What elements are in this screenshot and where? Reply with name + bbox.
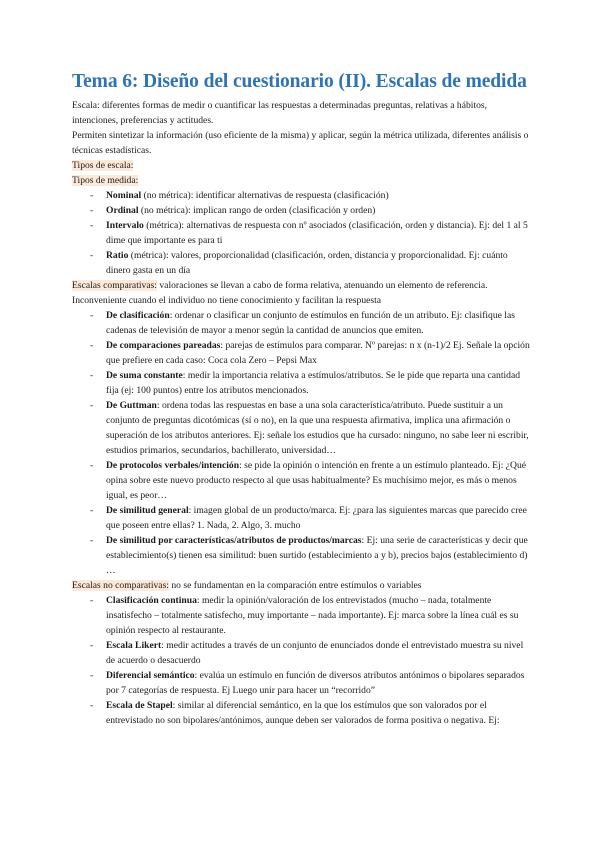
term: Nominal xyxy=(106,190,142,201)
description: : evalúa un estímulo en función de diversos atributos antónimos o bipolares separados por 7 categorías de respuesta. Ej Luego unir para hacer un “recorrido” xyxy=(106,670,525,696)
list-item xyxy=(72,458,532,503)
list-item xyxy=(72,368,532,398)
bullet-dash: - xyxy=(90,595,94,606)
list-item xyxy=(72,638,532,668)
bullet-dash: - xyxy=(90,310,94,321)
bullet-dash: - xyxy=(90,205,94,216)
bullet-dash: - xyxy=(90,400,94,411)
bullet-dash: - xyxy=(90,460,94,471)
list-item xyxy=(72,533,532,578)
bullet-dash: - xyxy=(90,505,94,516)
bullet-dash: - xyxy=(90,340,94,351)
term: Intervalo xyxy=(106,220,144,231)
no-comparativas-text: no se fundamentan en la comparación entre estímulos o variables xyxy=(168,580,422,591)
description: : ordena todas las respuestas en base a una sola característica/atributo. Puede sustituir a un conjunto de preguntas dicotómicas (sí o no), en la que una respuesta afirmativa, implica una afirmación o superación de los atributos anteriores. Ej: señale los estudios que ha cursado: ninguno, no sabe leer ni escribir, estudios primarios, secundarios, bachillerato, universidad… xyxy=(106,400,529,456)
description: : se pide la opinión o intención en frente a un estímulo planteado. Ej: ¿Qué opina sobre este nuevo producto respecto al que usas habitualmente? Es muchísimo mejor, es más o menos igual, es peor… xyxy=(106,460,526,501)
list-item xyxy=(72,188,532,203)
no-comparativas-paragraph xyxy=(72,578,532,593)
bullet-dash: - xyxy=(90,220,94,231)
term: De comparaciones pareadas xyxy=(106,340,221,351)
medida-list xyxy=(72,188,532,278)
description: (no métrica): identificar alternativas de respuesta (clasificación) xyxy=(141,190,389,201)
intro-permiten: Permiten sintetizar la información (uso eficiente de la misma) y aplicar, según la métrica utilizada, diferentes análisis o técnicas estadísticas. xyxy=(72,130,529,156)
no-comparativas-label: Escalas no comparativas: xyxy=(72,580,169,591)
description: (métrica): alternativas de respuesta con nº asociados (clasificación, orden y distancia). Ej: del 1 al 5 dime que importante es para ti xyxy=(106,220,528,246)
list-item xyxy=(72,698,532,728)
tipos-medida-label: Tipos de medida: xyxy=(72,175,139,186)
term: De clasificación xyxy=(106,310,170,321)
term: De suma constante xyxy=(106,370,183,381)
description: : imagen global de un producto/marca. Ej: ¿para las siguientes marcas que parecido cree que poseen entre ellas? 1. Nada, 2. Algo, 3. mucho xyxy=(106,505,527,531)
bullet-dash: - xyxy=(90,370,94,381)
term: De similitud general xyxy=(106,505,189,516)
comparativas-list xyxy=(72,308,532,578)
tipos-escala-label: Tipos de escala: xyxy=(72,160,134,171)
description: (no métrica): implican rango de orden (clasificación y orden) xyxy=(138,205,376,216)
heading-tipos-medida xyxy=(72,173,532,188)
bullet-dash: - xyxy=(90,640,94,651)
description: : medir la importancia relativa a estímulos/atributos. Se le pide que reparta una cantidad fija (ej: 100 puntos) entre los atributos mencionados. xyxy=(106,370,521,396)
bullet-dash: - xyxy=(90,700,94,711)
description: (métrica): valores, proporcionalidad (clasificación, orden, distancia y proporcionalidad. Ej: cuánto dinero gasta en un día xyxy=(106,250,508,276)
list-item xyxy=(72,338,532,368)
list-item xyxy=(72,248,532,278)
bullet-dash: - xyxy=(90,535,94,546)
comparativas-label: Escalas comparativas: xyxy=(72,280,157,291)
document-page xyxy=(72,70,532,728)
description: : Ej: una serie de características y decir que establecimiento(s) tienen esa similitud: buen surtido (establecimiento a y b), precios bajos (establecimiento d) … xyxy=(106,535,528,576)
list-item xyxy=(72,398,532,458)
list-item xyxy=(72,203,532,218)
intro-escala: Escala: diferentes formas de medir o cuantificar las respuestas a determinadas preguntas, relativas a hábitos, intenciones, preferencias y actitudes. xyxy=(72,100,488,126)
bullet-dash: - xyxy=(90,670,94,681)
term: Clasificación continua xyxy=(106,595,197,606)
comparativas-paragraph xyxy=(72,278,532,308)
term: Escala de Stapel xyxy=(106,700,173,711)
term: De protocolos verbales/intención xyxy=(106,460,240,471)
term: Escala Likert xyxy=(106,640,162,651)
heading-tipos-escala xyxy=(72,158,532,173)
list-item xyxy=(72,503,532,533)
list-item xyxy=(72,668,532,698)
description: : medir actitudes a través de un conjunto de enunciados donde el entrevistado muestra su nivel de acuerdo o desacuerdo xyxy=(106,640,524,666)
list-item xyxy=(72,308,532,338)
term: Diferencial semántico xyxy=(106,670,195,681)
description: : similar al diferencial semántico, en la que los estímulos que son valorados por el entrevistado no son bipolares/antónimos, aunque deben ser valorados de forma positiva o negativa. Ej: xyxy=(106,700,500,726)
page-title: Tema 6: Diseño del cuestionario (II). Escalas de medida xyxy=(72,71,527,92)
comparativas-text: valoraciones se llevan a cabo de forma relativa, atenuando un elemento de referencia. Inconveniente cuando el individuo no tiene conocimiento y facilitan la respuesta xyxy=(72,280,488,306)
description: : parejas de estímulos para comparar. Nº parejas: n x (n-1)/2 Ej. Señale la opción que prefiere en cada caso: Coca cola Zero – Pepsi Max xyxy=(106,340,530,366)
term: Ratio xyxy=(106,250,129,261)
term: De Guttman xyxy=(106,400,157,411)
description: : ordenar o clasificar un conjunto de estímulos en función de un atributo. Ej: clasifique las cadenas de televisión de mayor a menor según la cantidad de anuncios que emiten. xyxy=(106,310,515,336)
description: : medir la opinión/valoración de los entrevistados (mucho – nada, totalmente insatisfecho – totalmente satisfecho, muy importante – nada importante). Ej: marca sobre la línea cuál es su opinión respecto al restaurante. xyxy=(106,595,519,636)
no-comparativas-list xyxy=(72,593,532,728)
bullet-dash: - xyxy=(90,190,94,201)
term: Ordinal xyxy=(106,205,139,216)
term: De similitud por características/atributos de productos/marcas xyxy=(106,535,362,546)
list-item xyxy=(72,593,532,638)
bullet-dash: - xyxy=(90,250,94,261)
list-item xyxy=(72,218,532,248)
